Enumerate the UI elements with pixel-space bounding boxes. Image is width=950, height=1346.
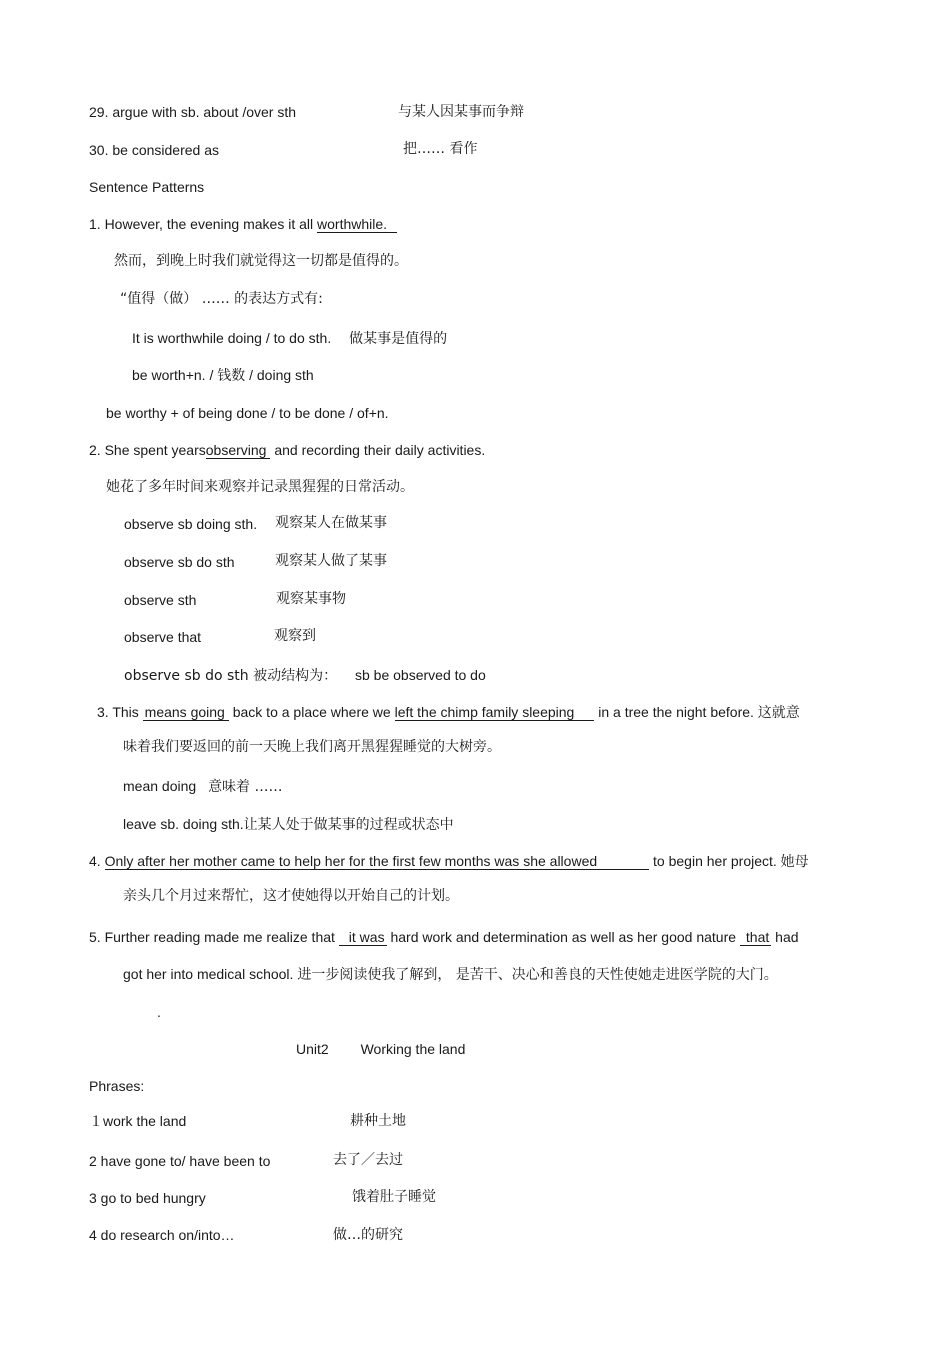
- sentence-3-blank-2: left the chimp family sleeping: [395, 704, 595, 721]
- sentence-3-text-b: back to a place where we: [228, 704, 395, 720]
- sentence-5-line-2-en: got her into medical school.: [123, 966, 294, 982]
- observe-item-2-zh: 观察某人做了某事: [275, 553, 387, 569]
- phrase-29-en: 29. argue with sb. about /over sth: [89, 104, 297, 120]
- sentence-3-text-a: 3. This: [97, 704, 143, 720]
- sentence-2-blank: observing: [206, 442, 271, 459]
- sentence-4-text-b: to begin her project. 她母: [649, 853, 809, 869]
- sentence-4-blank: Only after her mother came to help her for the first few months was she allowed: [105, 853, 650, 870]
- sentence-3-example-1-en: mean doing: [123, 778, 197, 794]
- sentence-1-blank: worthwhile.: [317, 216, 397, 233]
- unit2-phrase-2-en: 2 have gone to/ have been to: [89, 1153, 271, 1169]
- unit-title: Working the land: [360, 1041, 466, 1057]
- sentence-5-zh: 进一步阅读使我了解到， 是苦干、决心和善良的天性使她走进医学院的大门。: [297, 967, 778, 983]
- observe-item-4-zh: 观察到: [274, 628, 316, 644]
- unit-heading: [296, 1040, 465, 1058]
- observe-item-3-zh: 观察某事物: [276, 591, 346, 607]
- observe-item-1-zh: 观察某人在做某事: [275, 515, 387, 531]
- sentence-1-example-3: be worthy + of being done / to be done / of+n.: [106, 405, 389, 421]
- sentence-1-example-1: [132, 329, 447, 348]
- observe-item-3-en: observe sth: [124, 592, 197, 608]
- phrase-30-en: 30. be considered as: [89, 142, 219, 158]
- sentence-3-example-1: [123, 777, 283, 796]
- sentence-1-example-1-zh: 做某事是值得的: [349, 331, 448, 347]
- unit2-phrase-4-en: 4 do research on/into…: [89, 1227, 235, 1243]
- sentence-1-example-1-en: It is worthwhile doing / to do sth.: [132, 330, 332, 346]
- sentence-2-text-a: 2. She spent years: [89, 442, 206, 458]
- phrase-29-zh: 与某人因某事而争辩: [398, 104, 524, 120]
- sentence-1-example-2: be worth+n. / 钱数 / doing sth: [132, 367, 314, 383]
- sentence-3-blank-1: means going: [143, 704, 229, 721]
- sentence-2-text-b: and recording their daily activities.: [270, 442, 486, 458]
- sentence-2: [89, 441, 485, 459]
- sentence-4-zh: 亲头几个月过来帮忙，这才使她得以开始自己的计划。: [123, 888, 459, 904]
- sentence-1-text: 1. However, the evening makes it all: [89, 216, 318, 232]
- sentence-patterns-heading: Sentence Patterns: [89, 179, 205, 195]
- sentence-3: [97, 703, 800, 721]
- sentence-5-text-c: had: [771, 929, 799, 945]
- unit2-phrase-4-zh: 做…的研究: [333, 1227, 403, 1243]
- sentence-3-example-2: leave sb. doing sth.让某人处于做某事的过程或状态中: [123, 816, 454, 832]
- observe-item-1-en: observe sb doing sth.: [124, 516, 258, 532]
- observe-passive-b: sb be observed to do: [355, 667, 486, 683]
- unit-number: Unit2: [296, 1041, 329, 1057]
- observe-item-2-en: observe sb do sth: [124, 554, 235, 570]
- sentence-5-text-a: 5. Further reading made me realize that: [89, 929, 339, 945]
- sentence-1: [89, 215, 397, 233]
- sentence-4: [89, 852, 809, 870]
- sentence-4-text-a: 4.: [89, 853, 105, 869]
- sentence-1-note: “值得（做） …… 的表达方式有:: [120, 291, 323, 307]
- sentence-5-blank-2: that: [740, 929, 771, 946]
- unit2-phrase-3-en: 3 go to bed hungry: [89, 1190, 206, 1206]
- unit2-phrase-2-zh: 去了／去过: [333, 1152, 403, 1168]
- observe-item-4-en: observe that: [124, 629, 202, 645]
- sentence-3-zh: 味着我们要返回的前一天晚上我们离开黑猩猩睡觉的大树旁。: [123, 739, 501, 755]
- sentence-2-zh: 她花了多年时间来观察并记录黑猩猩的日常活动。: [106, 479, 414, 495]
- sentence-5: [89, 928, 799, 946]
- unit2-phrase-1-en: １work the land: [89, 1113, 187, 1129]
- unit2-phrase-3-zh: 饿着肚子睡觉: [352, 1189, 436, 1205]
- phrase-30-zh: 把…… 看作: [403, 141, 478, 157]
- unit2-phrase-1-zh: 耕种土地: [350, 1113, 406, 1129]
- observe-passive-a: observe sb do sth 被动结构为：: [124, 668, 338, 684]
- sentence-5-text-b: hard work and determination as well as her good nature: [386, 929, 740, 945]
- phrases-heading: Phrases:: [89, 1078, 145, 1094]
- sentence-5-line-2: [123, 965, 778, 984]
- observe-passive: [124, 666, 486, 685]
- sentence-1-zh: 然而，到晚上时我们就觉得这一切都是值得的。: [114, 253, 408, 269]
- sentence-3-text-c: in a tree the night before. 这就意: [594, 704, 800, 720]
- sentence-3-example-1-zh: 意味着 ……: [208, 779, 283, 795]
- sentence-5-blank-1: it was: [339, 929, 387, 946]
- stray-dot: .: [157, 1004, 161, 1020]
